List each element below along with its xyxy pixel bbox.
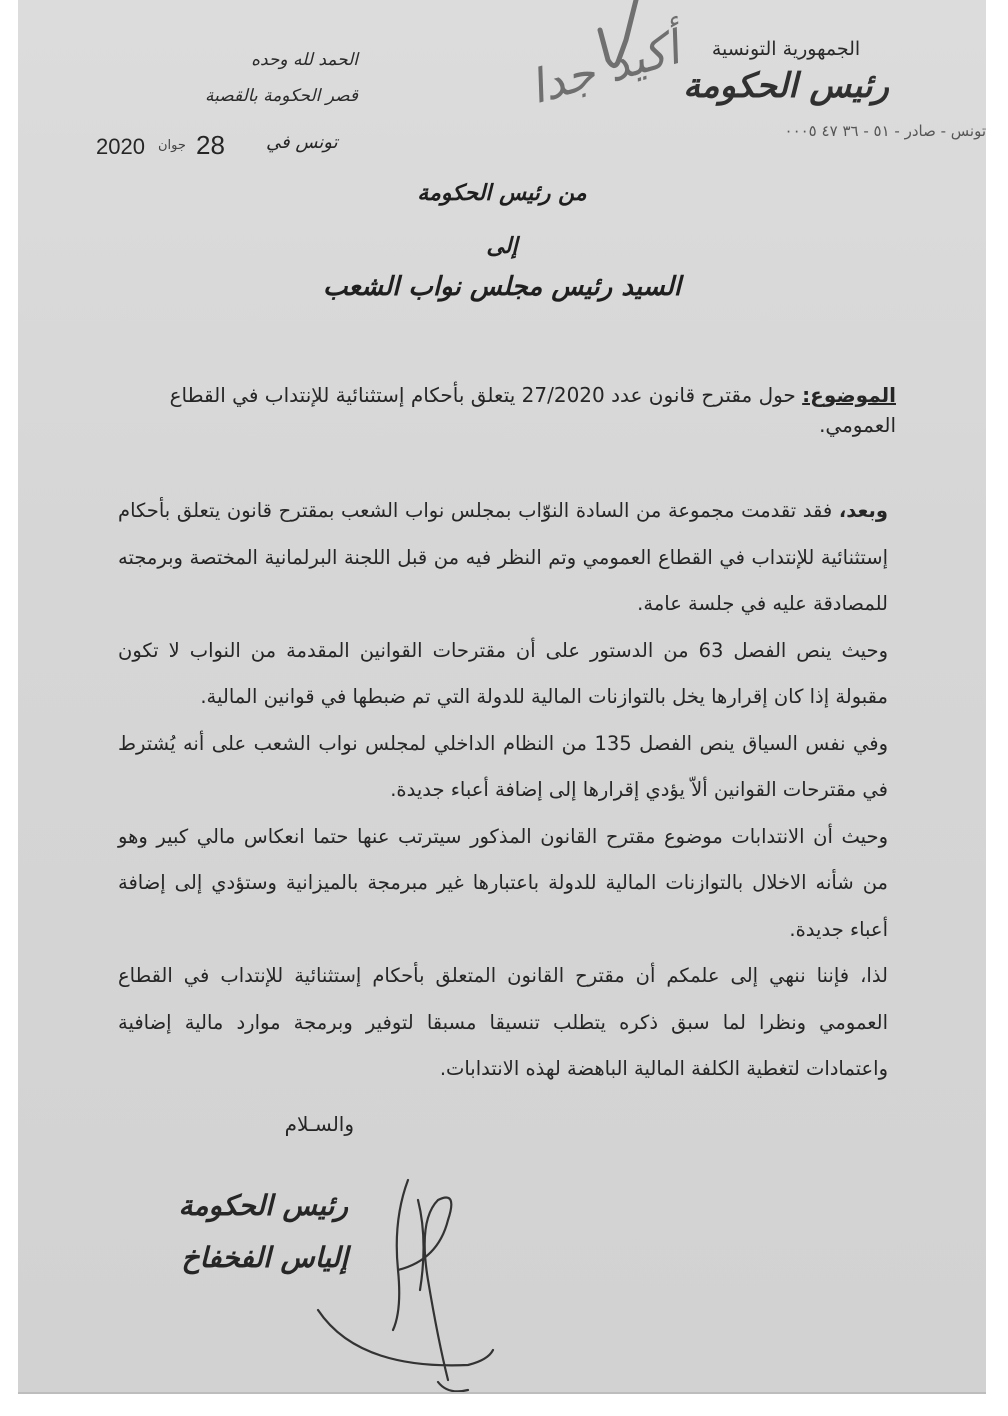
signatory-name: إلياس الفخفاخ [181,1241,348,1274]
date-month: جوان [158,138,186,153]
date-line [96,128,366,168]
to-line: إلى [486,233,518,259]
presidency-title: رئيس الحكومة [683,66,889,106]
republic-name: الجمهورية التونسية [711,38,861,60]
paragraph-1-text: فقد تقدمت مجموعة من السادة النوّاب بمجلس نواب الشعب بمقترح قانون يتعلق بأحكام إستثنائية للإنتداب في القطاع العمومي وتم النظر فيه من قبل اللجنة البرلمانية المختصة وبرمجته للمصادقة عليه في جلسة عامة. [118,499,888,615]
date-day: 28 [196,130,225,160]
signatory-title: رئيس الحكومة [178,1189,348,1222]
paragraph-5: لذا، فإننا ننهي إلى علمكم أن مقترح القانون المتعلق بأحكام إستثنائية للإنتداب في القطاع العمومي ونظرا لما سبق ذكره يتطلب تنسيقا مسبقا لتوفير وبرمجة موارد مالية إضافية واعتمادات لتغطية الكلفة المالية الباهضة لهذه الانتدابات. [118,964,888,1080]
signature-block [168,1180,348,1284]
paragraph-4: وحيث أن الانتدابات موضوع مقترح القانون المذكور سيترتب عنها حتما انعكاس مالي كبير وهو من شأنه الاخلال بالتوازنات المالية للدولة باعتبارها غير مبرمجة بالميزانية وستؤدي إلى إضافة أعباء جديدة. [118,824,888,941]
header-left [168,42,358,114]
document-page [18,0,986,1394]
paragraph-1 [118,488,888,628]
sender-line: من رئيس الحكومة [417,180,587,206]
urgent-stamp: أكيد جدا [523,20,686,115]
paragraph-2: وحيث ينص الفصل 63 من الدستور على أن مقترحات القوانين المقدمة من النواب لا تكون مقبولة إذا كان إقرارها يخل بالتوازنات المالية للدولة التي تم ضبطها في قوانين المالية. [118,638,889,708]
letter-body [118,488,888,1093]
reference-number: تونس - صادر - ٥١ - ٣٦ ٤٧ ٠٠٠٥ [784,122,986,140]
subject-label: الموضوع: [802,383,896,407]
palace-address: قصر الحكومة بالقصبة [205,86,358,106]
paragraph-1-lead: وبعد، [838,499,888,522]
subject-line [126,380,896,440]
invocation: الحمد لله وحده [251,50,358,70]
date-year: 2020 [96,134,145,159]
closing-salutation: والسـلام [284,1112,354,1136]
paragraph-3: وفي نفس السياق ينص الفصل 135 من النظام الداخلي لمجلس نواب الشعب على أنه يُشترط في مقترحات القوانين ألاّ يؤدي إقرارها إلى إضافة أعباء جديدة. [118,731,888,801]
recipient-line: السيد رئيس مجلس نواب الشعب [322,272,682,302]
date-place: تونس في [266,132,338,153]
subject-text: حول مقترح قانون عدد 27/2020 يتعلق بأحكام إستثنائية للإنتداب في القطاع العمومي. [169,383,896,437]
